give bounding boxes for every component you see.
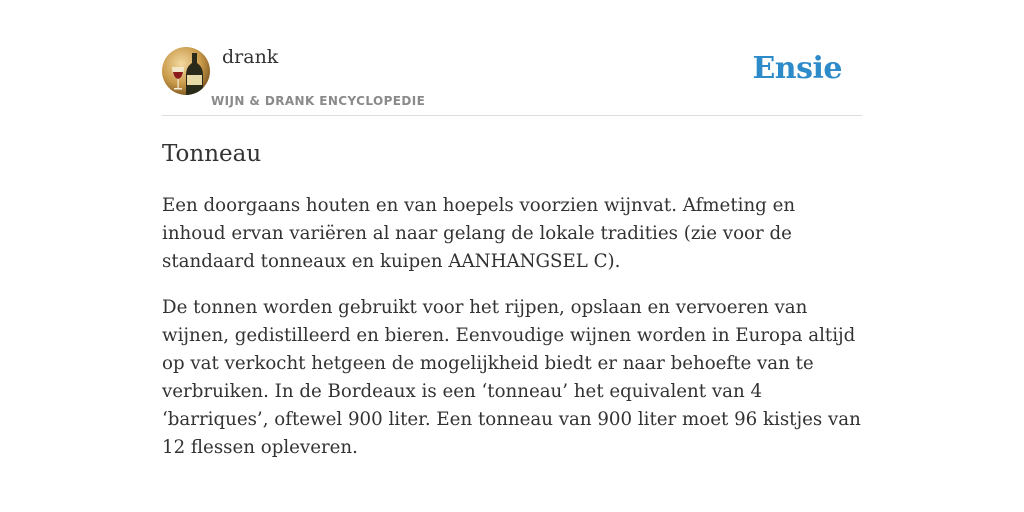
source-subtitle: WIJN & DRANK ENCYCLOPEDIE [211,94,426,108]
definition-paragraph: Een doorgaans houten en van hoepels voorzien wijnvat. Afmeting en inhoud ervan variëren al naar gelang de lokale tradities (zie voor de standaard tonneaux en kuipen AANHANGSEL C). [162,195,796,272]
source-title[interactable]: drank [222,46,279,68]
entry-term: Tonneau [162,141,262,167]
wine-bottle-glass-icon[interactable] [162,47,210,95]
card-header [162,0,862,116]
definition-card [162,0,862,458]
brand-logo[interactable]: Ensie [752,51,842,86]
definition-paragraph: De tonnen worden gebruikt voor het rijpen, opslaan en vervoeren van wijnen, gedistilleerd en bieren. Eenvoudige wijnen worden in Europa altijd op vat verkocht hetgeen de mogelijkheid biedt er naar behoefte van te verbruiken. In de Bordeaux is een ‘tonneau’ het equivalent van 4 ‘barriques’, oftewel 900 liter. Een tonneau van 900 liter moet 96 kistjes van 12 flessen opleveren. [162,297,861,458]
entry-definition [162,192,862,480]
